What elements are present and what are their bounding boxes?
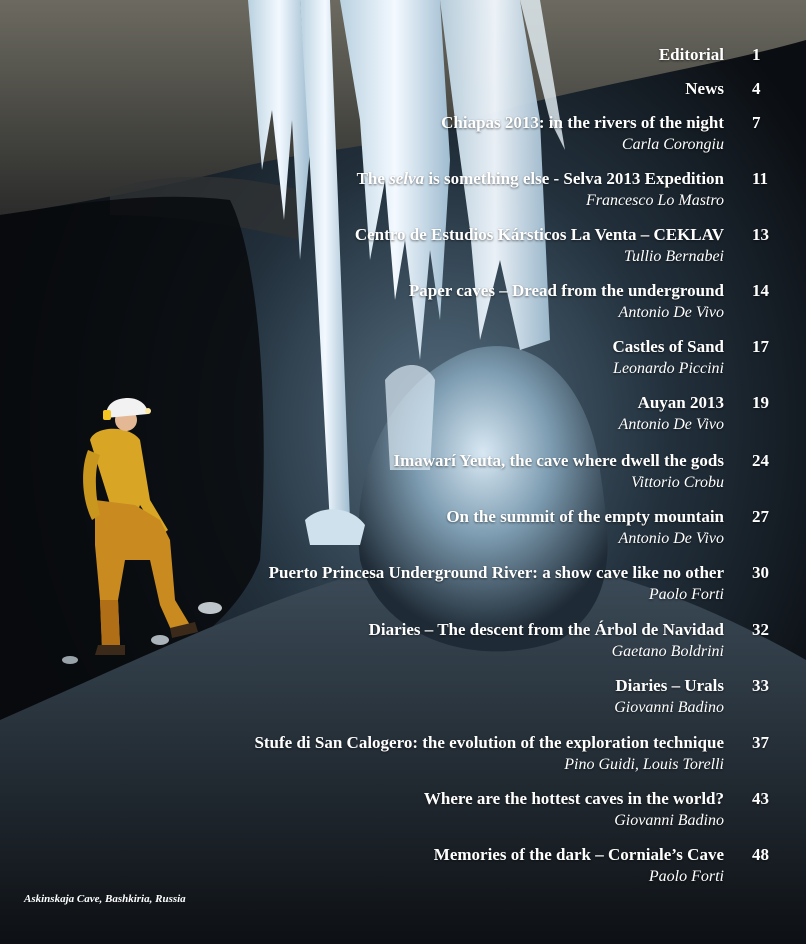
toc-entry-author: Paolo Forti: [648, 586, 724, 603]
toc-entry-page-number: 19: [752, 393, 769, 412]
toc-entry-page-number: 11: [752, 169, 769, 188]
toc-entry-page-number: 4: [752, 79, 761, 98]
toc-entry-author: Paolo Forti: [648, 868, 724, 885]
toc-entry-title: Auyan 2013: [637, 393, 724, 412]
toc-entry-title-italic: selva: [389, 169, 425, 188]
toc-entry-title: Paper caves – Dread from the underground: [408, 281, 724, 300]
toc-entry-page-number: 30: [752, 563, 769, 582]
toc-entry-author: Francesco Lo Mastro: [585, 192, 724, 209]
toc-entry-author: Antonio De Vivo: [618, 416, 724, 433]
toc-entry-title: On the summit of the empty mountain: [446, 507, 724, 526]
toc-entry-author: Giovanni Badino: [614, 699, 724, 716]
toc-entry-title: Where are the hottest caves in the world?: [423, 789, 724, 808]
toc-entry-page-number: 17: [752, 337, 769, 356]
toc-entry-title-part: is something else - Selva 2013 Expedition: [424, 169, 724, 188]
toc-entry-page-number: 33: [752, 676, 769, 695]
toc-entry-title: Centro de Estudios Kársticos La Venta – CEKLAV: [354, 225, 724, 244]
toc-entry-title: Castles of Sand: [612, 337, 724, 356]
toc-entry-page-number: 7: [752, 113, 761, 132]
toc-entry-title: Memories of the dark – Corniale’s Cave: [433, 845, 724, 864]
toc-entry-title: Puerto Princesa Underground River: a show cave like no other: [268, 563, 724, 582]
toc-entry-title: [357, 168, 724, 190]
toc-entry-page-number: 48: [752, 845, 769, 864]
toc-entry-title: News: [685, 79, 724, 98]
toc-entry-page-number: 37: [752, 733, 769, 752]
toc-entry-author: Giovanni Badino: [614, 812, 724, 829]
toc-entry-title: Stufe di San Calogero: the evolution of the exploration technique: [254, 733, 724, 752]
toc-entry-title: Editorial: [658, 45, 724, 64]
toc-entry-author: Pino Guidi, Louis Torelli: [564, 756, 724, 773]
toc-entry-title: Chiapas 2013: in the rivers of the night: [441, 113, 724, 132]
toc-entry-author: Tullio Bernabei: [624, 248, 724, 265]
toc-entry-title: Diaries – The descent from the Árbol de Navidad: [368, 620, 724, 639]
toc-entry-page-number: 24: [752, 451, 769, 470]
toc-entry-page-number: 27: [752, 507, 769, 526]
toc-entry-author: Antonio De Vivo: [618, 304, 724, 321]
toc-entry-author: Gaetano Boldrini: [611, 643, 724, 660]
toc-entry-author: Leonardo Piccini: [613, 360, 724, 377]
toc-entry-title: Imawarí Yeuta, the cave where dwell the gods: [393, 451, 724, 470]
toc-entry-page-number: 13: [752, 225, 769, 244]
toc-entry-page-number: 43: [752, 789, 769, 808]
photo-caption: Askinskaja Cave, Bashkiria, Russia: [24, 893, 186, 905]
toc-entry-page-number: 1: [752, 45, 761, 64]
toc-entry-title-part: The: [356, 169, 390, 188]
toc-entry-author: Vittorio Crobu: [631, 474, 724, 491]
toc-entry-title: Diaries – Urals: [615, 676, 724, 695]
toc-entry-page-number: 14: [752, 281, 769, 300]
toc-entry-page-number: 32: [752, 620, 769, 639]
toc-entry-author: Carla Corongiu: [621, 136, 724, 153]
toc-entry-author: Antonio De Vivo: [618, 530, 724, 547]
